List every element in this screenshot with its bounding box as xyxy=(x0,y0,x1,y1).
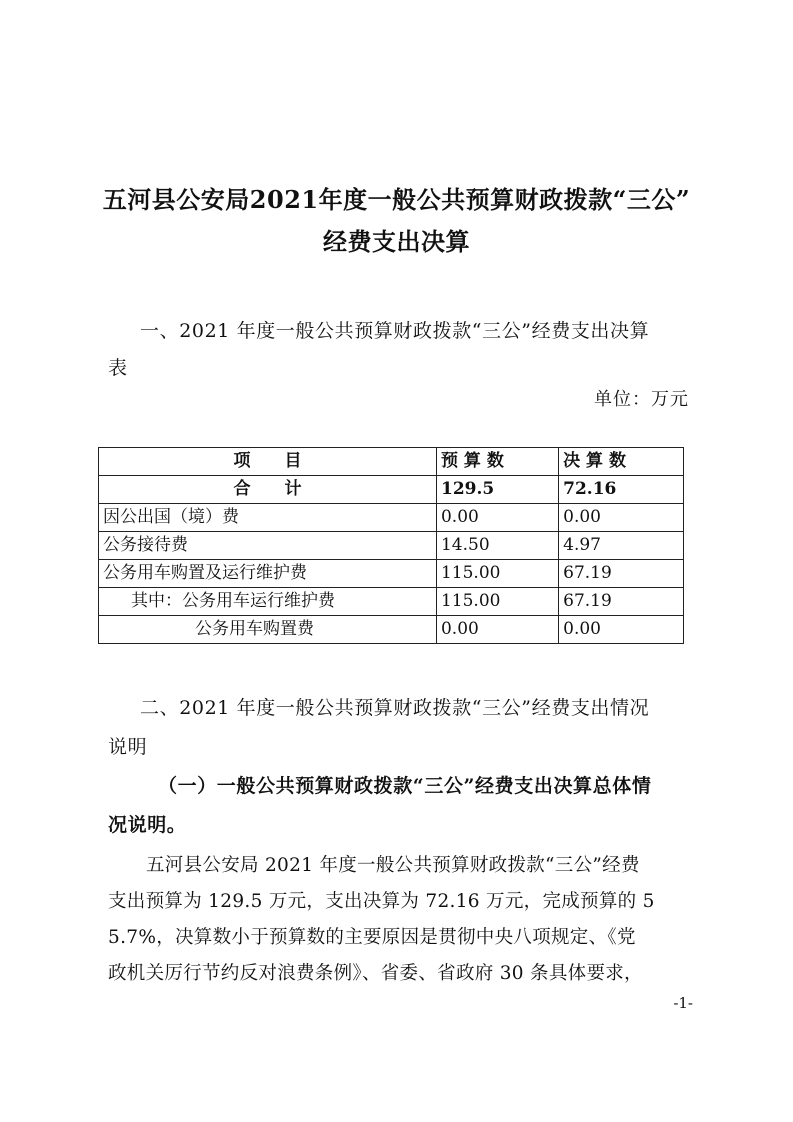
row-item: 因公出国（境）费 xyxy=(99,504,437,532)
subsection1-heading-line2: 况说明。 xyxy=(108,814,187,836)
row-item: 公务用车购置费 xyxy=(99,616,437,644)
paragraph-line: 政机关厉行节约反对浪费条例》、省委、省政府 30 条具体要求， xyxy=(108,963,643,984)
subsection1-heading-line1: （一）一般公共预算财政拨款“三公”经费支出决算总体情 xyxy=(158,775,652,797)
row-budget: 115.00 xyxy=(436,588,558,616)
unit-label: 单位：万元 xyxy=(594,389,689,410)
paragraph-line: 5.7%，决算数小于预算数的主要原因是贯彻中央八项规定、《党 xyxy=(108,927,636,948)
section2-heading-line2: 说明 xyxy=(108,736,148,758)
row-budget: 0.00 xyxy=(436,616,558,644)
row-item: 公务用车购置及运行维护费 xyxy=(99,560,437,588)
table-row xyxy=(99,616,684,644)
row-final: 4.97 xyxy=(559,532,684,560)
header-budget: 预 算 数 xyxy=(436,448,558,476)
table-row xyxy=(99,560,684,588)
paragraph-line: 支出预算为 129.5 万元，支出决算为 72.16 万元，完成预算的 5 xyxy=(108,891,655,912)
row-final: 72.16 xyxy=(559,476,684,504)
row-item: 合 计 xyxy=(99,476,437,504)
section1-heading-line2: 表 xyxy=(108,357,128,379)
row-final: 67.19 xyxy=(559,560,684,588)
table-row xyxy=(99,532,684,560)
row-item: 公务接待费 xyxy=(99,532,437,560)
row-final: 67.19 xyxy=(559,588,684,616)
header-item: 项 目 xyxy=(99,448,437,476)
row-budget: 14.50 xyxy=(436,532,558,560)
document-title-line2: 经费支出决算 xyxy=(323,227,470,256)
table-row xyxy=(99,588,684,616)
row-item: 其中：公务用车运行维护费 xyxy=(99,588,437,616)
row-budget: 129.5 xyxy=(436,476,558,504)
table-header-row xyxy=(99,448,684,476)
page-number: -1- xyxy=(673,994,693,1012)
table-row xyxy=(99,504,684,532)
expense-table xyxy=(98,447,684,644)
row-budget: 115.00 xyxy=(436,560,558,588)
row-final: 0.00 xyxy=(559,504,684,532)
section1-heading-line1: 一、2021 年度一般公共预算财政拨款“三公”经费支出决算 xyxy=(140,320,650,342)
document-title-line1: 五河县公安局2021年度一般公共预算财政拨款“三公” xyxy=(102,185,691,214)
row-budget: 0.00 xyxy=(436,504,558,532)
table-row xyxy=(99,476,684,504)
row-final: 0.00 xyxy=(559,616,684,644)
section2-heading-line1: 二、2021 年度一般公共预算财政拨款“三公”经费支出情况 xyxy=(140,697,650,719)
paragraph-line: 五河县公安局 2021 年度一般公共预算财政拨款“三公”经费 xyxy=(146,855,640,876)
header-final: 决 算 数 xyxy=(559,448,684,476)
